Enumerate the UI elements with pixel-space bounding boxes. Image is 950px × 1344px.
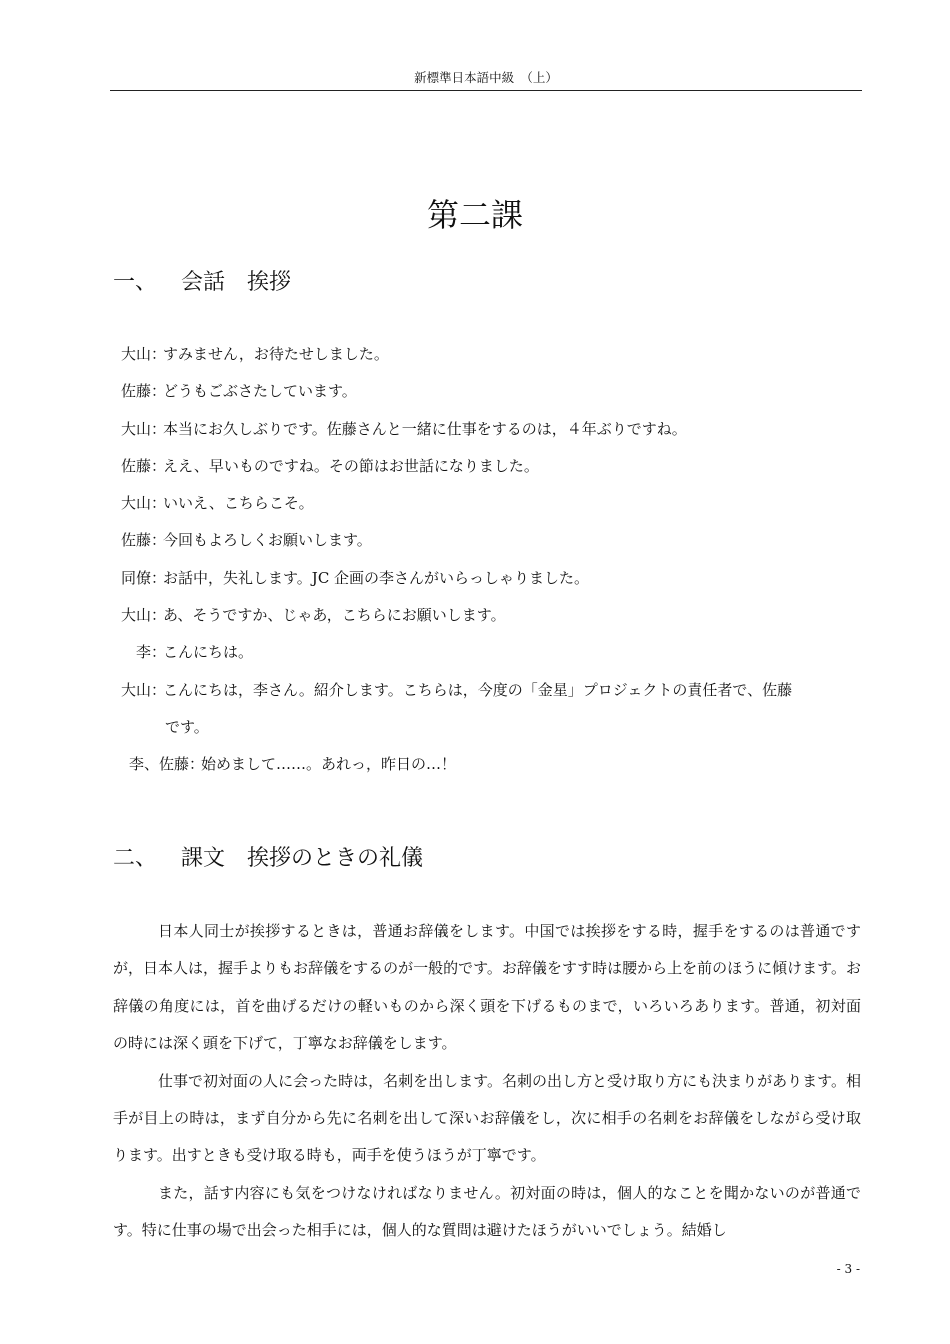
dialogue-text: ええ、早いものですね。その節はお世話になりました。 <box>163 456 539 475</box>
speaker-colon: ： <box>189 755 205 774</box>
dialogue-line <box>113 415 863 452</box>
dialogue-line <box>113 601 863 638</box>
speaker-name: 同僚 <box>120 568 151 587</box>
speaker-name: 大山 <box>120 494 151 513</box>
section-number: 一、 <box>113 270 158 295</box>
section-heading-conversation <box>113 268 291 298</box>
dialogue-text: お話中，失礼します。JC 企画の李さんがいらっしゃりました。 <box>163 568 590 587</box>
speaker-name: 佐藤 <box>120 531 151 550</box>
dialogue-line <box>113 526 863 563</box>
dialogue-line <box>113 676 863 713</box>
dialogue-text: 始めまして……。あれっ，昨日の…！ <box>201 755 457 774</box>
dialogue-continuation <box>113 713 863 750</box>
speaker-colon: ： <box>151 643 167 662</box>
speaker-colon: ： <box>151 531 167 550</box>
dialogue-line <box>113 452 863 489</box>
section-title: 課文 挨拶のときの礼儀 <box>181 846 424 871</box>
dialogue-line <box>113 638 863 675</box>
speaker-name: 李 <box>135 643 151 662</box>
speaker-name: 大山 <box>120 419 151 438</box>
speaker-name: 李、佐藤 <box>129 755 190 774</box>
speaker-name: 大山 <box>120 345 151 363</box>
dialogue-text: あ、そうですか、じゃあ，こちらにお願いします。 <box>163 606 506 625</box>
section-title: 会話 挨拶 <box>181 270 292 295</box>
dialogue-text: どうもごぶさたしています。 <box>163 382 357 401</box>
dialogue-text: いいえ、こちらこそ。 <box>163 494 314 513</box>
speaker-colon: ： <box>151 419 167 438</box>
dialogue-text: すみません，お待たせしました。 <box>163 345 389 363</box>
speaker-colon: ： <box>151 680 167 699</box>
dialogue-text: こんにちは。 <box>163 643 254 662</box>
speaker-colon: ： <box>151 606 167 625</box>
speaker-colon: ： <box>151 456 167 475</box>
running-header: 新標準日本語中級 （上） <box>110 68 862 91</box>
dialogue-text: 本当にお久しぶりです。佐藤さんと一緒に仕事をするのは，４年ぶりですね。 <box>163 419 687 438</box>
speaker-name: 大山 <box>120 680 151 699</box>
speaker-name: 佐藤 <box>120 382 151 401</box>
section-heading-text <box>113 844 423 874</box>
dialogue-line <box>113 377 863 414</box>
dialogue-text: です。 <box>165 717 209 736</box>
speaker-colon: ： <box>151 382 167 401</box>
dialogue <box>113 340 863 788</box>
speaker-colon: ： <box>151 568 167 587</box>
lesson-title: 第二課 <box>426 196 523 235</box>
speaker-name: 大山 <box>120 606 151 625</box>
dialogue-line <box>113 489 863 526</box>
speaker-colon: ： <box>151 494 167 513</box>
paragraph: 日本人同士が挨拶するときは，普通お辞儀をします。中国では挨拶をする時，握手をするのは普通ですが，日本人は，握手よりもお辞儀をするのが一般的です。お辞儀をすす時は腰から上を前のほうに傾けます。お辞儀の角度には，首を曲げるだけの軽いものから深く頭を下げるものまで，いろいろあります。普通，初対面の時には深く頭を下げて，丁寧なお辞儀をします。 <box>113 922 861 1053</box>
section-number: 二、 <box>113 846 158 871</box>
paragraph: 仕事で初対面の人に会った時は，名刺を出します。名刺の出し方と受け取り方にも決まりがあります。相手が目上の時は，まず自分から先に名刺を出して深いお辞儀をし，次に相手の名刺をお辞儀をしながら受け取ります。出すときも受け取る時も，両手を使うほうが丁寧です。 <box>113 1071 861 1165</box>
speaker-name: 佐藤 <box>120 456 151 475</box>
speaker-colon: ： <box>151 345 167 363</box>
dialogue-line <box>113 750 863 787</box>
dialogue-line <box>113 564 863 601</box>
dialogue-text: こんにちは，李さん。紹介します。こちらは，今度の「金星」プロジェクトの責任者で、佐藤 <box>163 680 793 699</box>
page-number: - 3 - <box>836 1262 860 1276</box>
lesson-text <box>113 913 861 1250</box>
paragraph: また，話す内容にも気をつけなければなりません。初対面の時は，個人的なことを聞かないのが普通です。特に仕事の場で出会った相手には，個人的な質問は避けたほうがいいでしょう。結婚し <box>113 1183 861 1240</box>
dialogue-line <box>113 340 863 377</box>
dialogue-text: 今回もよろしくお願いします。 <box>163 531 372 550</box>
